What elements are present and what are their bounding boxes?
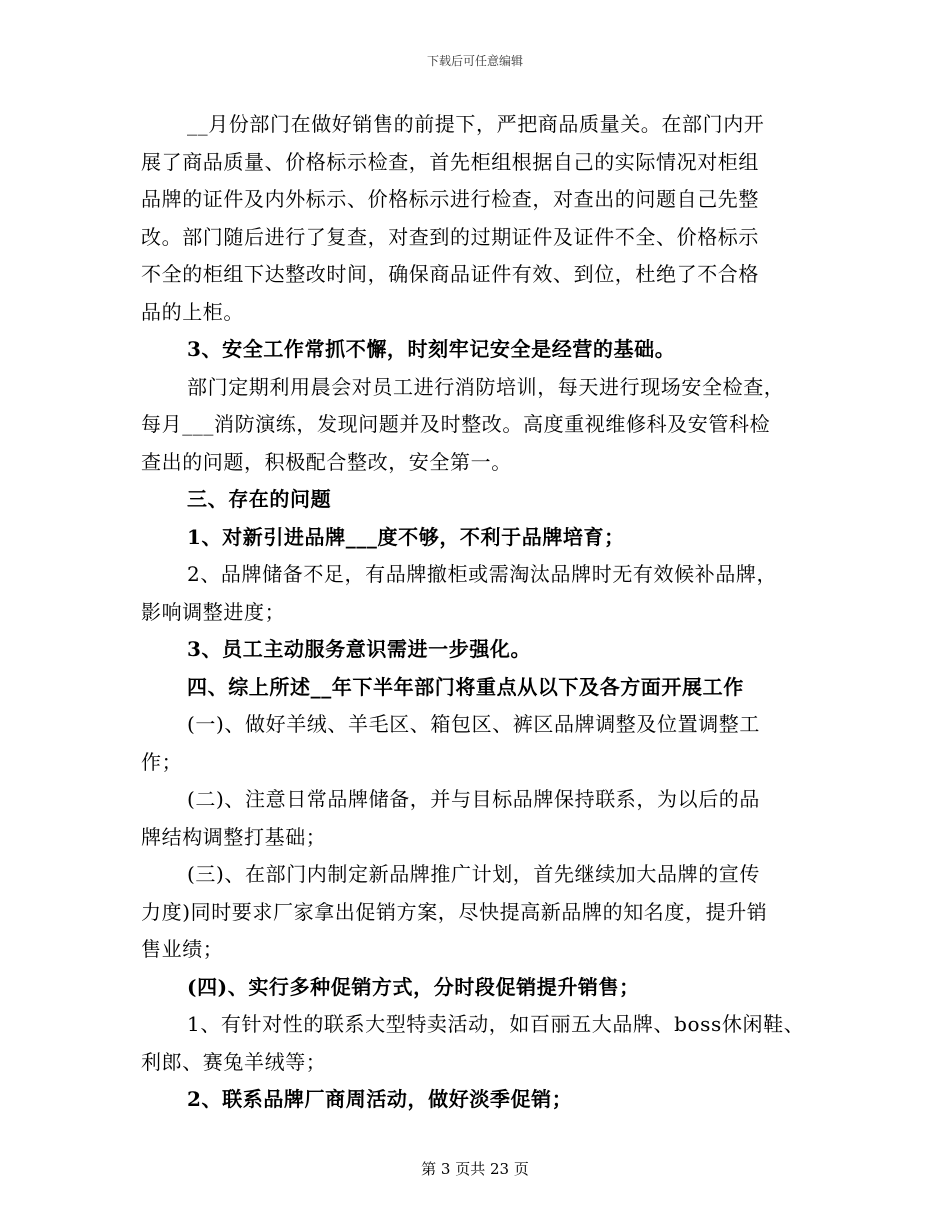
body-line: 每月___消防演练，发现问题并及时整改。高度重视维修科及安管科检 [141, 412, 771, 436]
body-line: 品的上柜。 [141, 299, 244, 324]
list-item-heading: 3、员工主动服务意识需进一步强化。 [187, 637, 532, 661]
section-heading: 三、存在的问题 [187, 487, 332, 511]
body-line: __月份部门在做好销售的前提下，严把商品质量关。在部门内开 [187, 112, 765, 136]
body-line: 品牌的证件及内外标示、价格标示进行检查，对查出的问题自己先整 [141, 187, 759, 211]
body-line: 作； [141, 749, 183, 774]
body-line: (二)、注意日常品牌储备，并与目标品牌保持联系，为以后的品 [187, 787, 761, 811]
section-heading: 四、综上所述__年下半年部门将重点从以下及各方面开展工作 [187, 674, 744, 699]
body-line: (三)、在部门内制定新品牌推广计划，首先继续加大品牌的宣传 [187, 862, 761, 886]
page-number: 第 3 页共 23 页 [421, 1160, 529, 1178]
list-item-heading: 2、联系品牌厂商周活动，做好淡季促销； [187, 1087, 573, 1111]
body-line: 改。部门随后进行了复查，对查到的过期证件及证件不全、价格标示 [141, 224, 759, 249]
list-item-heading: (四)、实行多种促销方式，分时段促销提升销售； [187, 974, 640, 999]
document-body [141, 106, 831, 1119]
body-line: 部门定期利用晨会对员工进行消防培训，每天进行现场安全检查， [187, 374, 785, 399]
body-line: 影响调整进度； [141, 599, 286, 624]
body-line: 不全的柜组下达整改时间，确保商品证件有效、到位，杜绝了不合格 [141, 262, 759, 286]
body-line: 展了商品质量、价格标示检查，首先柜组根据自己的实际情况对柜组 [141, 149, 759, 174]
page-header: 下载后可任意编辑 [426, 54, 523, 68]
body-line: 利郎、赛兔羊绒等； [141, 1049, 327, 1074]
body-line: 查出的问题，积极配合整改，安全第一。 [141, 449, 512, 474]
section-heading: 3、安全工作常抓不懈，时刻牢记安全是经营的基础。 [187, 337, 676, 361]
body-line: (一)、做好羊绒、羊毛区、箱包区、裤区品牌调整及位置调整工 [187, 712, 761, 736]
list-item-heading: 1、对新引进品牌___度不够，不利于品牌培育； [187, 524, 625, 549]
body-line: 力度)同时要求厂家拿出促销方案，尽快提高新品牌的知名度，提升销 [141, 899, 768, 924]
body-line: 1、有针对性的联系大型特卖活动，如百丽五大品牌、boss休闲鞋、 [187, 1012, 805, 1036]
body-line: 2、品牌储备不足，有品牌撤柜或需淘汰品牌时无有效候补品牌， [187, 562, 778, 586]
body-line: 售业绩； [141, 937, 224, 961]
body-line: 牌结构调整打基础； [141, 824, 327, 849]
